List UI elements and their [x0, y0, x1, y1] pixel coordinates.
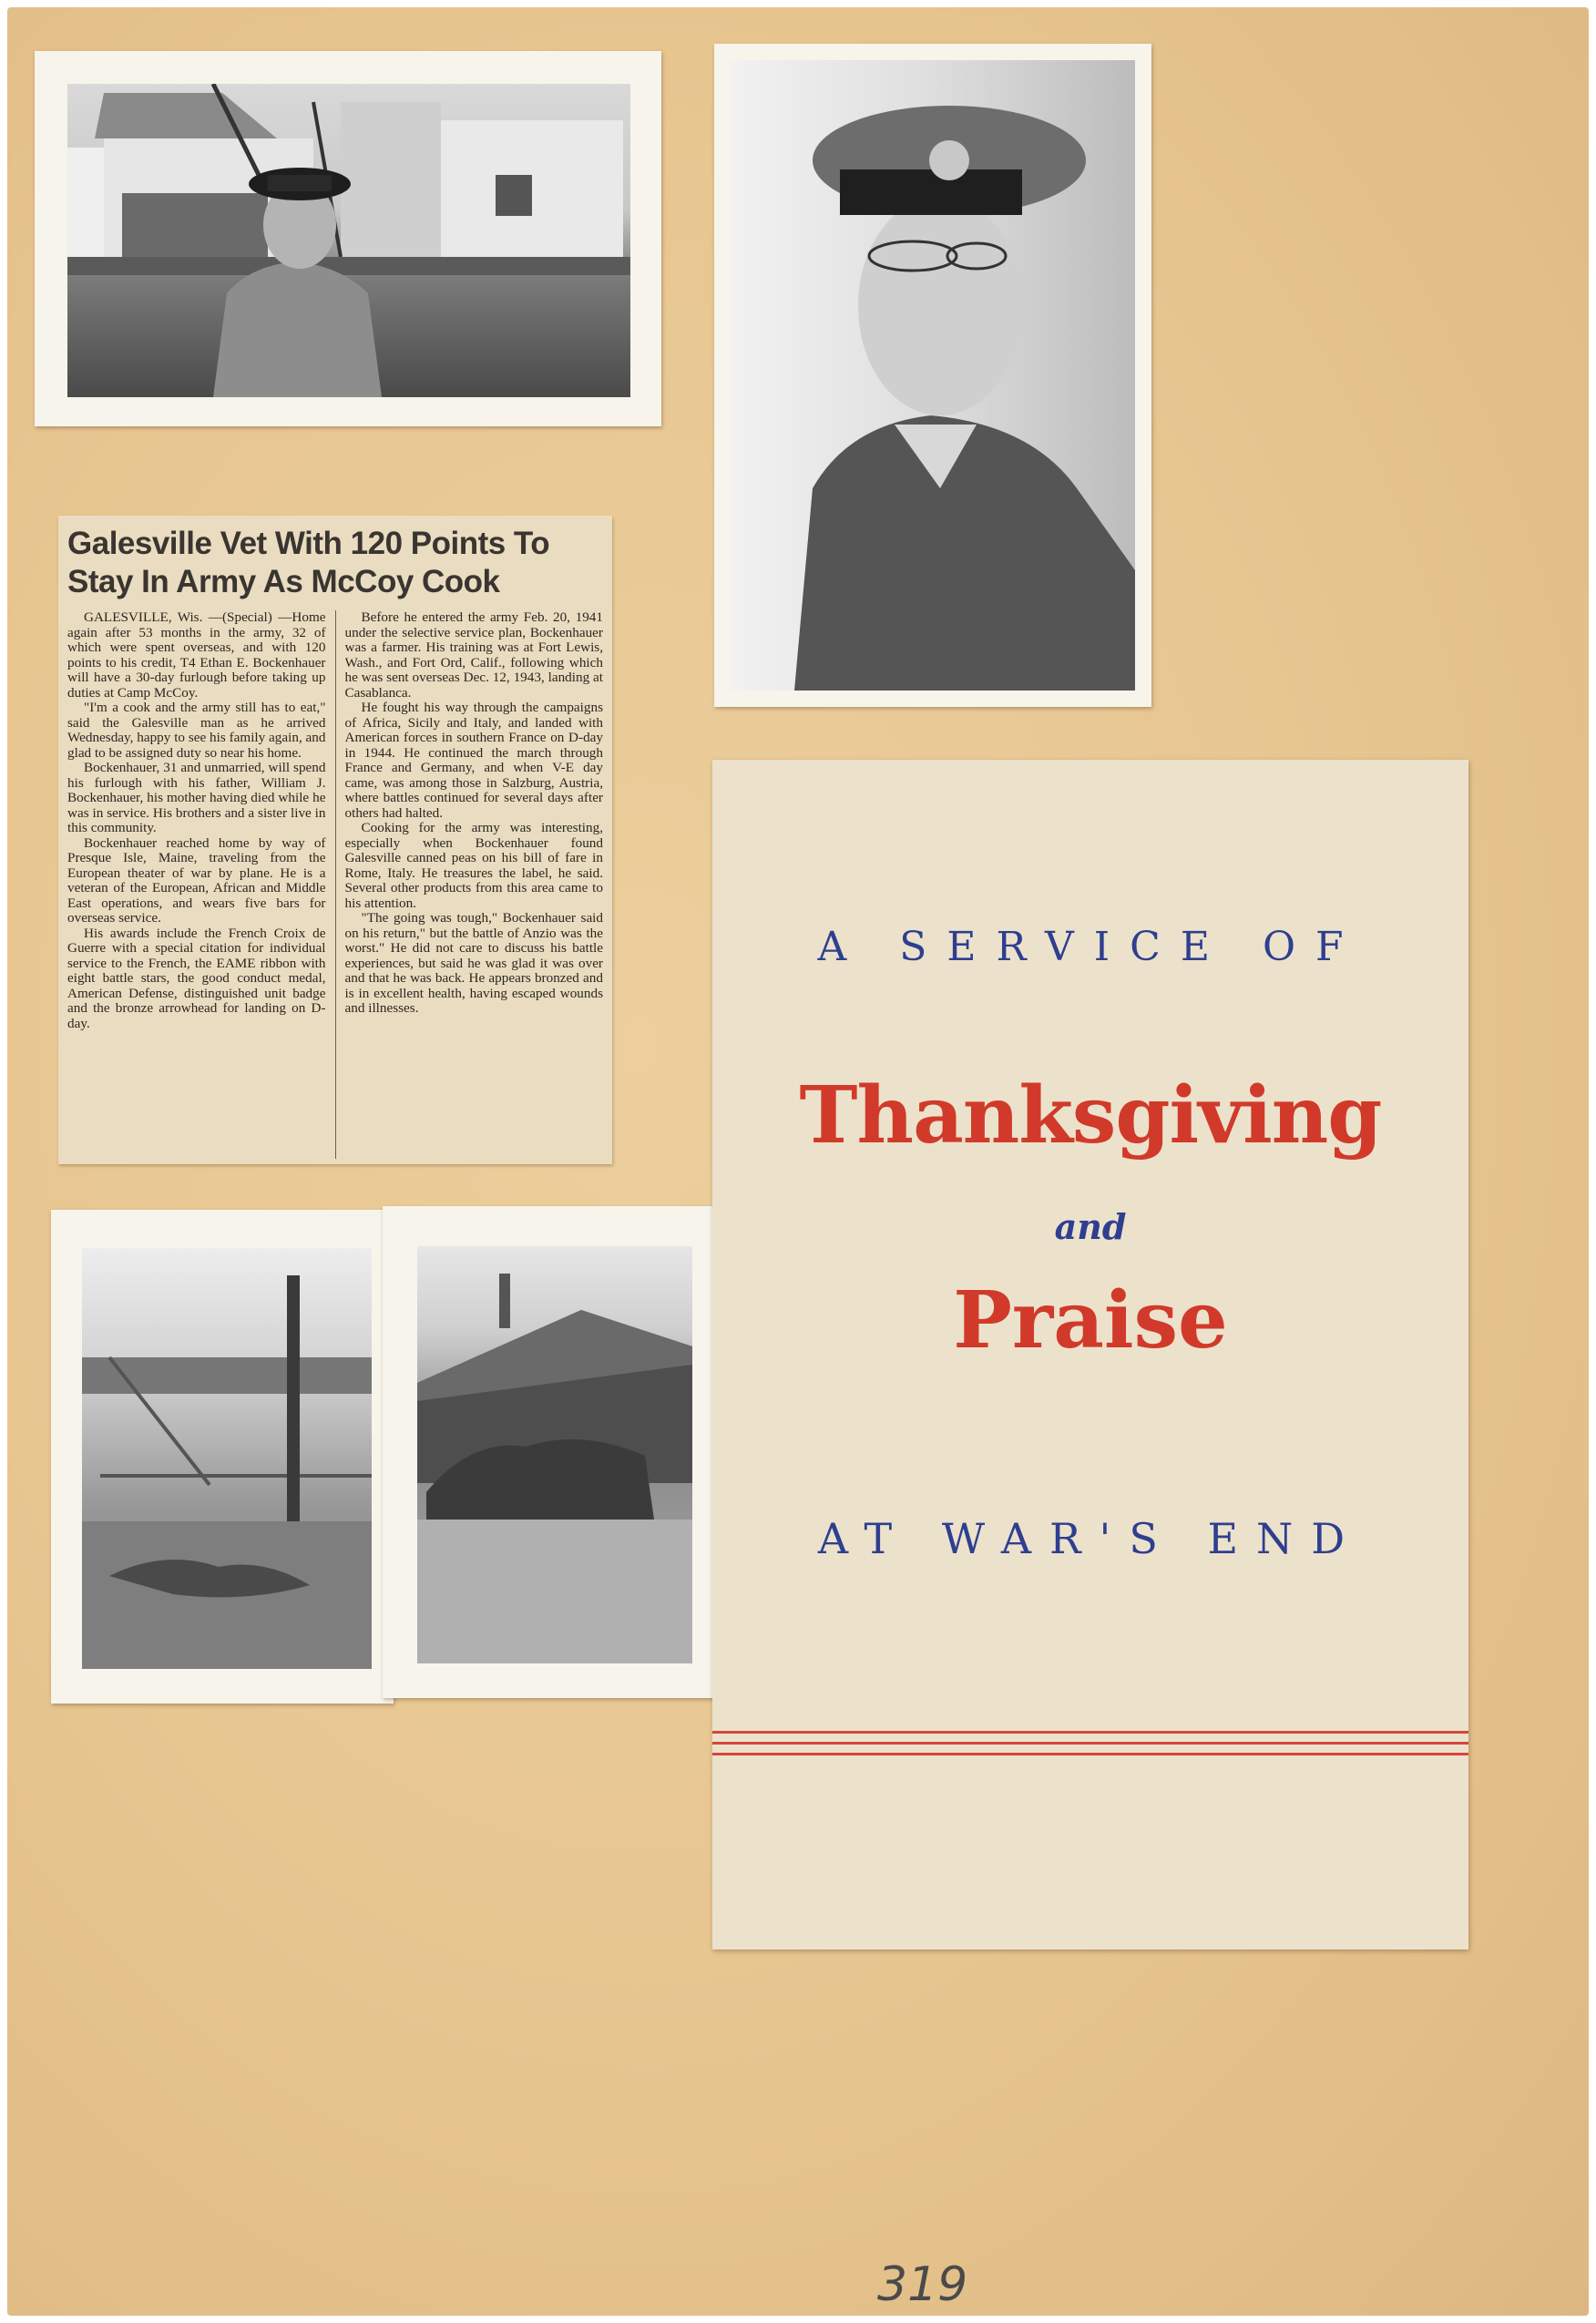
column-divider	[335, 610, 336, 1159]
page-number: 319	[877, 2257, 968, 2312]
clipping-column-2	[345, 610, 604, 1159]
rule-line	[712, 1753, 1468, 1755]
decorative-rules	[712, 1731, 1468, 1764]
clipping-paragraph: "I'm a cook and the army still has to eat," said the Galesville man as he arrived Wednesday, happy to see his family again, and glad to be assigned duty so near his home.	[67, 700, 326, 761]
photo-soldier-street	[35, 51, 661, 426]
clipping-headline: Galesville Vet With 120 Points To Stay In Army As McCoy Cook	[67, 526, 550, 599]
fence-scene-illustration	[82, 1248, 372, 1669]
clipping-paragraph: He fought his way through the campaigns of Africa, Sicily and Italy, and landed with American forces in southern France on D-day in 1944. He continued the march through France and Germany, and when V-E day came, was among those in Salzburg, Austria, where battles continued for several days after others had halted.	[344, 700, 603, 821]
officer-portrait-illustration	[731, 60, 1135, 691]
clipping-paragraph: Before he entered the army Feb. 20, 1941 under the selective service plan, Bockenhauer was a farmer. His training was at Fort Lewis, Wash., and Fort Ord, Calif., following which he was sent overseas Dec. 12, 1943, landing at Casablanca.	[344, 610, 603, 701]
rule-line	[712, 1731, 1468, 1734]
program-title-thanksgiving: Thanksgiving	[799, 1069, 1382, 1162]
clipping-paragraph: "The going was tough," Bockenhauer said on his return," but the battle of Anzio was the worst." He did not care to discuss his battle experiences, but said he was glad it was over and that he was back. He appears bronzed and is in excellent health, having escaped wounds and illnesses.	[344, 910, 603, 1016]
clipping-column-1	[67, 610, 326, 1159]
program-subheading: AT WAR'S END	[817, 1514, 1364, 1563]
scrapbook-page	[7, 7, 1589, 2316]
clipping-paragraph: His awards include the French Croix de Guerre with a special citation for individual service to the French, the EAME ribbon with eight battle stars, the good conduct medal, American Defense, distinguished unit badge and the bronze arrowhead for landing on D-day.	[67, 925, 326, 1031]
building-scene-illustration	[417, 1246, 692, 1663]
program-heading: A SERVICE OF	[817, 924, 1364, 970]
photo-fence-scene	[51, 1210, 394, 1704]
street-scene-illustration	[67, 84, 630, 397]
clipping-paragraph: Cooking for the army was interesting, especially when Bockenhauer found Galesville canned peas on his bill of fare in Rome, Italy. He treasures the label, he said. Several other products from this area came to his attention.	[344, 820, 603, 911]
newspaper-clipping	[58, 516, 612, 1164]
program-title-praise: Praise	[953, 1274, 1228, 1366]
thanksgiving-program	[712, 760, 1468, 1949]
clipping-paragraph: GALESVILLE, Wis. —(Special) —Home again after 53 months in the army, 32 of which were spent overseas, and with 120 points to his credit, T4 Ethan E. Bockenhauer will have a 30-day furlough before taking up duties at Camp McCoy.	[67, 610, 326, 701]
photo-portrait	[714, 44, 1151, 707]
rule-line	[712, 1742, 1468, 1745]
program-conjunction: and	[1054, 1206, 1127, 1247]
clipping-paragraph: Bockenhauer reached home by way of Presque Isle, Maine, traveling from the European theater of war by plane. He is a veteran of the European, African and Middle East operations, and wears five bars for overseas service.	[67, 834, 326, 926]
photo-building-scene	[383, 1206, 727, 1698]
clipping-body	[67, 610, 603, 1159]
clipping-paragraph: Bockenhauer, 31 and unmarried, will spend his furlough with his father, William J. Bockenhauer, his mother having died while he was in service. His brothers and a sister live in this community.	[67, 760, 326, 835]
